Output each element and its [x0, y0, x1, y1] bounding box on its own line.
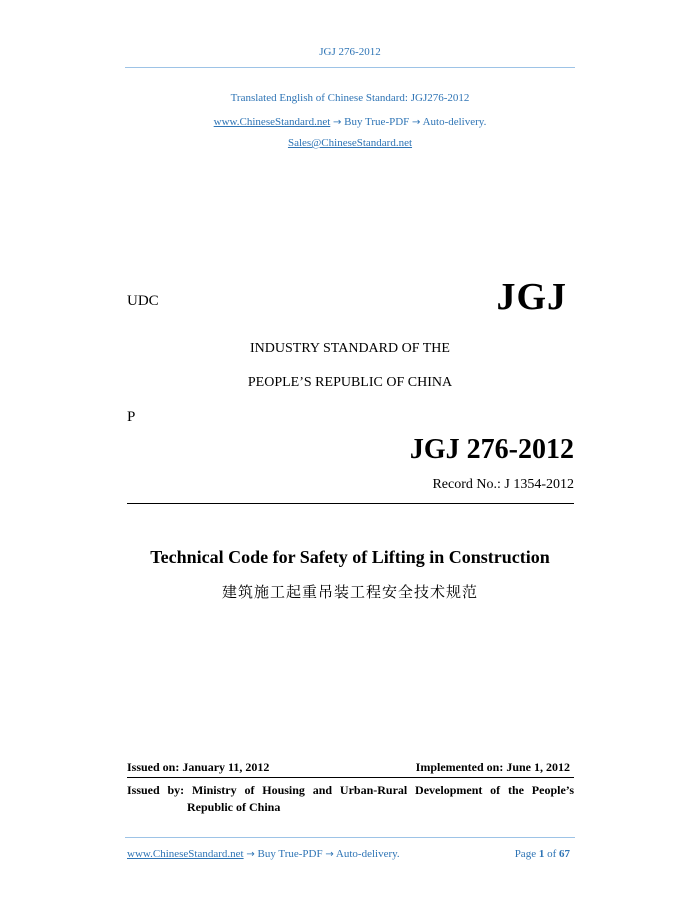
footer-chinesestandard-link[interactable]: www.ChineseStandard.net: [127, 848, 244, 860]
document-title-english: Technical Code for Safety of Lifting in Construction: [150, 547, 550, 567]
purchase-line: [0, 116, 700, 128]
issued-on-date: Issued on: January 11, 2012: [127, 760, 270, 774]
udc-label: UDC: [127, 293, 159, 309]
page-total: 67: [559, 848, 570, 860]
translation-notice: Translated English of Chinese Standard: JGJ276-2012: [230, 92, 470, 104]
standard-number: JGJ 276-2012: [409, 434, 574, 465]
auto-delivery-text: Auto-delivery.: [422, 116, 487, 128]
arrow-right-icon: →: [325, 849, 334, 860]
footer-buy-text: Buy True-PDF: [257, 848, 323, 860]
footer-delivery-text: Auto-delivery.: [335, 848, 400, 860]
footer-divider: [125, 837, 575, 838]
footer-purchase-line: [127, 848, 400, 860]
implemented-on-date: Implemented on: June 1, 2012: [415, 760, 570, 774]
page-of: of: [547, 848, 557, 860]
page-current: 1: [538, 848, 545, 860]
record-number: Record No.: J 1354-2012: [432, 477, 574, 492]
email-line: [0, 137, 700, 149]
buy-true-pdf-text: Buy True-PDF: [344, 116, 410, 128]
title-divider: [127, 503, 574, 504]
arrow-right-icon: →: [246, 849, 255, 860]
industry-standard-line2: PEOPLE’S REPUBLIC OF CHINA: [247, 375, 453, 390]
header-divider: [125, 67, 575, 68]
arrow-right-icon: →: [412, 117, 421, 128]
document-title-chinese: 建筑施工起重吊装工程安全技术规范: [221, 583, 478, 601]
industry-standard-line1: INDUSTRY STANDARD OF THE: [250, 341, 450, 356]
dates-divider: [127, 777, 574, 778]
header-standard-code: JGJ 276-2012: [319, 46, 381, 58]
page-number: [515, 848, 570, 860]
classification-letter: P: [127, 409, 136, 425]
arrow-right-icon: →: [333, 117, 342, 128]
page-label: Page: [514, 848, 537, 860]
sales-email-link[interactable]: Sales@ChineseStandard.net: [287, 137, 413, 149]
series-code: JGJ: [496, 276, 567, 318]
chinesestandard-link[interactable]: www.ChineseStandard.net: [213, 116, 331, 128]
issued-by-line2: Republic of China: [187, 800, 281, 814]
issued-by-line1: Issued by: Ministry of Housing and Urban-Rural Development of the People’s: [127, 783, 574, 797]
